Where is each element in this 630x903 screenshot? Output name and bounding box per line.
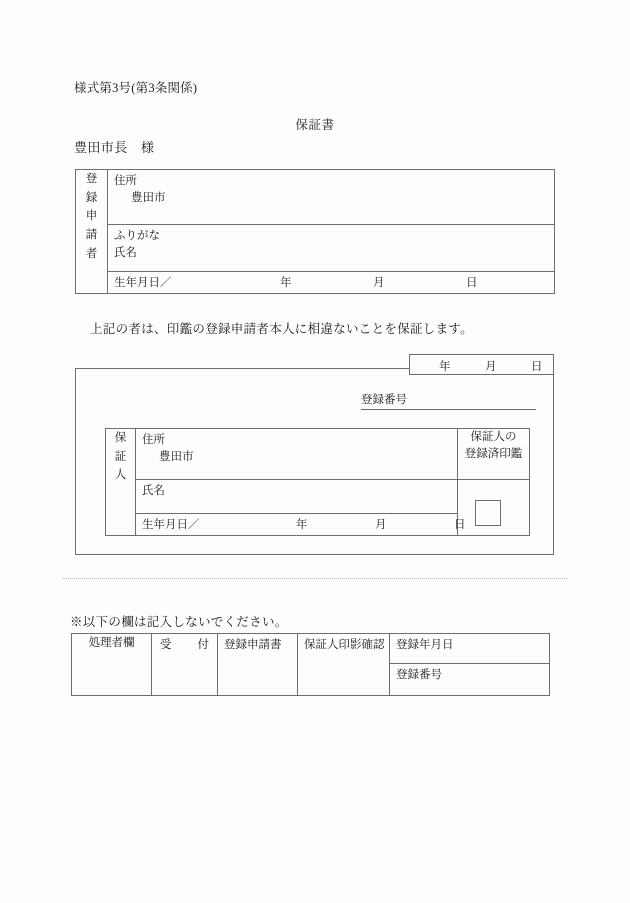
seal-header-line2: 登録済印鑑 [464,447,523,460]
guarantor-birthdate-cell[interactable] [136,514,466,536]
day-label: 日 [454,519,466,531]
registration-date-cell[interactable] [390,634,550,664]
applicant-side-label [76,170,108,294]
registration-number-label: 登録番号 [361,394,407,406]
seal-verification-cell[interactable] [298,634,390,696]
guarantor-table [105,428,530,536]
seal-stamp-square[interactable] [475,500,501,526]
side-label-char: 保 [114,432,127,444]
address-label: 住所 [114,175,137,187]
guarantor-address-cell[interactable] [136,429,458,480]
name-label: 氏名 [114,246,137,259]
applicant-address-cell[interactable] [108,170,555,225]
seal-stamp-cell[interactable] [458,480,530,536]
day-label: 日 [531,361,543,373]
table-row [106,480,530,514]
document-title: 保証書 [295,118,335,132]
dotted-separator [63,578,567,579]
office-section-label: 処理者欄 [72,634,152,696]
side-label-char: 請 [85,228,98,241]
year-label: 年 [439,361,451,373]
birthdate-label: 生年月日／ [142,519,200,531]
receipt-cell[interactable] [152,634,218,696]
side-label-char: 申 [85,210,98,223]
guarantor-name-cell[interactable] [136,480,458,514]
receipt-label-right: 付 [197,639,209,651]
month-label: 月 [485,361,497,373]
registration-number-field[interactable] [361,391,536,410]
guarantor-side-label [106,429,136,536]
furigana-label: ふりがな [114,230,160,242]
day-label: 日 [466,277,478,289]
receipt-label-left: 受 [160,639,172,651]
applicant-table [75,169,555,294]
year-label: 年 [280,277,292,289]
month-label: 月 [373,277,385,289]
application-form-cell[interactable] [218,634,298,696]
birthdate-label: 生年月日／ [114,277,172,289]
office-use-table [71,633,550,696]
table-row [106,429,530,480]
address-prefill: 豊田市 [159,450,194,463]
side-label-char: 録 [85,191,98,204]
table-row [72,634,550,664]
seal-box-header [458,429,530,480]
seal-header-line1: 保証人の [470,431,517,443]
guarantee-statement: 上記の者は、印鑑の登録申請者本人に相違ないことを保証します。 [90,322,474,336]
applicant-name-cell[interactable] [108,225,555,272]
applicant-birthdate-cell[interactable] [108,272,555,294]
application-form-label: 登録申請書 [224,639,282,651]
registration-number-cell[interactable] [390,664,550,696]
table-row [76,225,555,272]
signing-date-box[interactable] [409,354,554,375]
year-label: 年 [296,519,308,531]
form-code: 様式第3号(第3条関係) [74,81,198,95]
office-use-notice: ※以下の欄は記入しないでください。 [70,615,288,629]
addressee: 豊田市長 様 [74,140,155,155]
name-label: 氏名 [142,485,165,497]
side-label-char: 人 [114,469,127,482]
address-prefill: 豊田市 [131,191,166,204]
table-row [76,170,555,225]
table-row [76,272,555,294]
address-label: 住所 [142,434,165,446]
month-label: 月 [375,519,387,531]
seal-verification-label: 保証人印影確認 [304,639,385,651]
side-label-char: 者 [85,247,98,260]
registration-number-label: 登録番号 [396,669,442,681]
side-label-char: 登 [85,173,98,185]
registration-date-label: 登録年月日 [396,639,454,651]
side-label-char: 証 [114,450,127,463]
